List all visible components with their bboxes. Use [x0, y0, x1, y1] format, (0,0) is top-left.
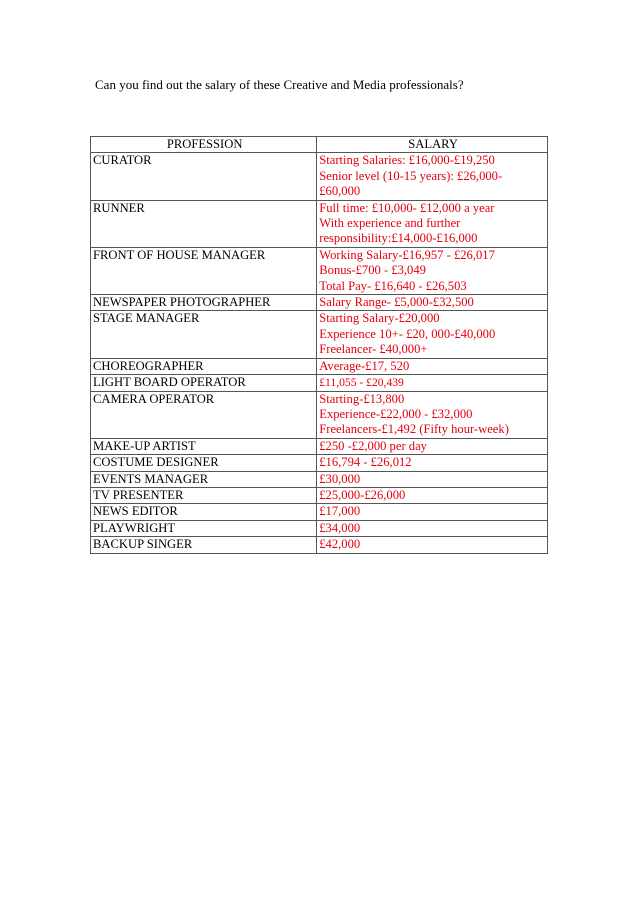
profession-cell: RUNNER: [91, 200, 317, 247]
profession-cell: MAKE-UP ARTIST: [91, 438, 317, 454]
table-row: [91, 391, 548, 438]
table-row: [91, 487, 548, 503]
salary-line: With experience and further: [319, 216, 461, 231]
salary-line: Average-£17, 520: [319, 358, 410, 373]
salary-cell: [317, 311, 548, 358]
table-row: [91, 537, 548, 553]
profession-cell: CAMERA OPERATOR: [91, 391, 317, 438]
salary-cell: [317, 200, 548, 247]
table-header-row: [91, 137, 548, 153]
salary-cell: [317, 487, 548, 503]
salary-line: £17,000: [319, 504, 361, 519]
profession-cell: COSTUME DESIGNER: [91, 455, 317, 471]
salary-line: £42,000: [319, 537, 361, 552]
salary-line: Working Salary-£16,957 - £26,017: [319, 247, 495, 262]
salary-table: [90, 136, 548, 554]
salary-line: Starting Salaries: £16,000-£19,250: [319, 153, 495, 168]
salary-line: £11,055 - £20,439: [319, 376, 404, 390]
salary-cell: [317, 537, 548, 553]
salary-cell: [317, 358, 548, 374]
salary-line: £60,000: [319, 184, 361, 199]
profession-cell: CURATOR: [91, 153, 317, 200]
profession-cell: LIGHT BOARD OPERATOR: [91, 375, 317, 391]
salary-cell: [317, 471, 548, 487]
table-row: [91, 375, 548, 391]
table-row: [91, 504, 548, 520]
profession-cell: EVENTS MANAGER: [91, 471, 317, 487]
salary-line: Starting-£13,800: [319, 391, 405, 406]
table-row: [91, 455, 548, 471]
salary-line: Senior level (10-15 years): £26,000-: [319, 168, 503, 183]
table-row: [91, 311, 548, 358]
profession-cell: NEWS EDITOR: [91, 504, 317, 520]
table-row: [91, 153, 548, 200]
salary-line: Full time: £10,000- £12,000 a year: [319, 200, 495, 215]
table-row: [91, 200, 548, 247]
table-row: [91, 438, 548, 454]
table-row: [91, 247, 548, 294]
salary-cell: [317, 504, 548, 520]
salary-line: £34,000: [319, 520, 361, 535]
profession-cell: TV PRESENTER: [91, 487, 317, 503]
salary-cell: [317, 247, 548, 294]
salary-line: Freelancers-£1,492 (Fifty hour-week): [319, 422, 509, 437]
salary-line: Salary Range- £5,000-£32,500: [319, 295, 474, 310]
salary-column-header: SALARY: [317, 137, 548, 153]
profession-cell: BACKUP SINGER: [91, 537, 317, 553]
salary-line: Freelancer- £40,000+: [319, 342, 428, 357]
salary-line: Experience-£22,000 - £32,000: [319, 406, 473, 421]
table-body: [91, 153, 548, 553]
salary-line: £30,000: [319, 471, 361, 486]
profession-cell: CHOREOGRAPHER: [91, 358, 317, 374]
profession-cell: NEWSPAPER PHOTOGRAPHER: [91, 295, 317, 311]
salary-cell: [317, 375, 548, 391]
table-row: [91, 358, 548, 374]
profession-column-header: PROFESSION: [91, 137, 317, 153]
salary-cell: [317, 153, 548, 200]
salary-line: responsibility:£14,000-£16,000: [319, 231, 478, 246]
salary-line: Bonus-£700 - £3,049: [319, 263, 426, 278]
salary-cell: [317, 455, 548, 471]
profession-cell: PLAYWRIGHT: [91, 520, 317, 536]
salary-line: Total Pay- £16,640 - £26,503: [319, 278, 467, 293]
salary-line: Experience 10+- £20, 000-£40,000: [319, 326, 496, 341]
salary-cell: [317, 438, 548, 454]
salary-line: £25,000-£26,000: [319, 487, 406, 502]
salary-cell: [317, 295, 548, 311]
salary-cell: [317, 520, 548, 536]
salary-line: £16,794 - £26,012: [319, 455, 412, 470]
salary-line: £250 -£2,000 per day: [319, 438, 427, 453]
salary-cell: [317, 391, 548, 438]
question-text: Can you find out the salary of these Creative and Media professionals?: [95, 77, 464, 92]
table-row: [91, 295, 548, 311]
profession-cell: FRONT OF HOUSE MANAGER: [91, 247, 317, 294]
table-row: [91, 471, 548, 487]
table-row: [91, 520, 548, 536]
salary-line: Starting Salary-£20,000: [319, 311, 440, 326]
profession-cell: STAGE MANAGER: [91, 311, 317, 358]
